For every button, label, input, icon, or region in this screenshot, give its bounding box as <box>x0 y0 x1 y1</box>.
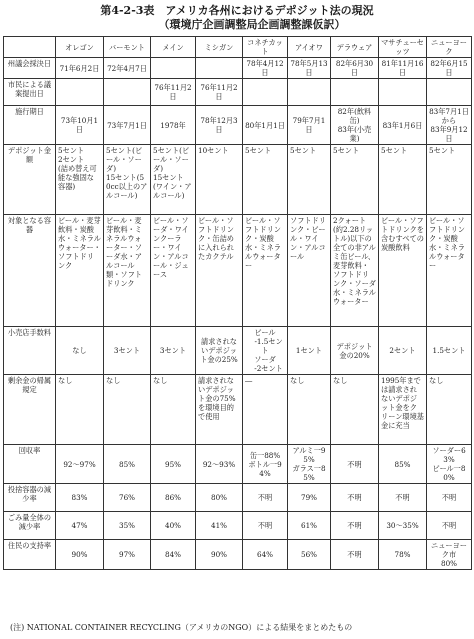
row-label: 投捨容器の減少率 <box>4 484 56 512</box>
table-row <box>4 145 472 215</box>
table-cell <box>56 79 104 106</box>
table-cell: 90% <box>56 540 104 570</box>
table-cell: 1.5セント <box>427 327 472 375</box>
table-cell: ソフトドリンク・ビール・ワイン・アルコール <box>288 215 331 327</box>
table-cell: 5セント 2セント (詰め替え可能な強固な容器) <box>56 145 104 215</box>
table-cell <box>104 79 151 106</box>
title-line-1: 第4-2-3表 アメリカ各州におけるデポジット法の現況 <box>100 4 374 17</box>
table-cell: 10セント <box>196 145 243 215</box>
table-row <box>4 540 472 570</box>
table-cell: 41% <box>196 512 243 540</box>
table-row <box>4 512 472 540</box>
table-cell: ビール・麦芽飲料・ミネラルウォーター・ソーダ水・アルコール類・ソフトドリンク <box>104 215 151 327</box>
table-cell: 2クォート(約2.28リットル)以下の全ての非アルミ缶ビール、麦芽飲料・ソフトドリンク・ソーダ水・ミネラルウォーター <box>331 215 379 327</box>
table-cell: 5セント <box>331 145 379 215</box>
state-header: バーモント <box>104 37 151 58</box>
table-cell: 85% <box>379 445 427 484</box>
table-cell: 95% <box>151 445 196 484</box>
row-label: デポジット金額 <box>4 145 56 215</box>
table-cell: 1978年 <box>151 106 196 145</box>
table-row <box>4 79 472 106</box>
state-header: コネチカット <box>243 37 288 58</box>
table-cell: なし <box>104 375 151 445</box>
table-row <box>4 106 472 145</box>
table-cell <box>427 79 472 106</box>
table-cell: 35% <box>104 512 151 540</box>
state-header: マサチューセッツ <box>379 37 427 58</box>
table-cell: ― <box>243 375 288 445</box>
table-cell: 40% <box>151 512 196 540</box>
table-cell: 85% <box>104 445 151 484</box>
table-cell: 78年12月3日 <box>196 106 243 145</box>
table-cell: なし <box>331 375 379 445</box>
table-cell: 76% <box>104 484 151 512</box>
table-cell: 73年7月1日 <box>104 106 151 145</box>
table-cell: ビール -1.5セント ソーダ -2セント <box>243 327 288 375</box>
table-cell: 83% <box>56 484 104 512</box>
row-label: ごみ量全体の減少率 <box>4 512 56 540</box>
table-cell: 不明 <box>331 484 379 512</box>
table-cell: 不明 <box>243 512 288 540</box>
table-cell: なし <box>56 375 104 445</box>
table-cell <box>151 58 196 79</box>
footnote: (注) NATIONAL CONTAINER RECYCLING（アメリカのNGO）による結果をまとめたもの <box>10 623 353 632</box>
table-title <box>0 4 474 32</box>
state-header: アイオワ <box>288 37 331 58</box>
table-cell: 97% <box>104 540 151 570</box>
deposit-law-table <box>3 36 472 570</box>
row-label: 住民の支持率 <box>4 540 56 570</box>
table-cell <box>288 79 331 106</box>
table-cell: 61% <box>288 512 331 540</box>
table-cell: なし <box>288 375 331 445</box>
table-cell: 3セント <box>104 327 151 375</box>
table-cell: 81年11月16日 <box>379 58 427 79</box>
table-cell: 47% <box>56 512 104 540</box>
table-cell: 5セント(ビール・ソーダ) 15セント(50cc以上のアルコール) <box>104 145 151 215</box>
table-cell: 請求されないデポジット金の75%を環境目的で使用 <box>196 375 243 445</box>
table-cell: 90% <box>196 540 243 570</box>
table-cell: ビール・ソフトドリンク・缶詰めに入れられたカクテル <box>196 215 243 327</box>
table-cell: 5セント <box>427 145 472 215</box>
table-cell: 78% <box>379 540 427 570</box>
state-header: ミシガン <box>196 37 243 58</box>
table-cell <box>331 79 379 106</box>
row-label: 州議会採決日 <box>4 58 56 79</box>
table-cell: 78年5月13日 <box>288 58 331 79</box>
table-cell: 5セント(ビール・ソーダ) 15セント(ワイン・アルコール) <box>151 145 196 215</box>
table-cell: 不明 <box>331 512 379 540</box>
table-cell: なし <box>56 327 104 375</box>
row-label: 市民による議案提出日 <box>4 79 56 106</box>
row-label: 対象となる容器 <box>4 215 56 327</box>
table-cell: 1セント <box>288 327 331 375</box>
state-header: オレゴン <box>56 37 104 58</box>
table-cell: 82年(飲料缶) 83年(小売業) <box>331 106 379 145</box>
table-cell: 5セント <box>243 145 288 215</box>
table-cell: 78年4月12日 <box>243 58 288 79</box>
state-header: メイン <box>151 37 196 58</box>
corner-cell <box>4 37 56 58</box>
table-cell <box>379 79 427 106</box>
table-cell: アルミ一95% ガラス一85% <box>288 445 331 484</box>
table-cell: 83年7月1日 から 83年9月12日 <box>427 106 472 145</box>
table-cell: 76年11月2日 <box>151 79 196 106</box>
table-cell: 請求されないデポジット金の25% <box>196 327 243 375</box>
table-cell: 86% <box>151 484 196 512</box>
table-cell: ニューヨーク市 80% <box>427 540 472 570</box>
row-label: 小売店手数料 <box>4 327 56 375</box>
table-cell: 82年6月15日 <box>427 58 472 79</box>
table-cell: ビール・ソフトドリンクを含むすべての炭酸飲料 <box>379 215 427 327</box>
table-row <box>4 484 472 512</box>
state-header: ニューヨーク <box>427 37 472 58</box>
header-row <box>4 37 472 58</box>
table-cell: 80% <box>196 484 243 512</box>
title-line-2: （環境庁企画調整局企画調整課仮訳） <box>158 18 346 31</box>
table-cell: 不明 <box>331 445 379 484</box>
table-row <box>4 215 472 327</box>
table-cell: 56% <box>288 540 331 570</box>
table-cell: ビール・ソフトドリンク・炭酸水・ミネラルウォーター <box>243 215 288 327</box>
table-cell: 不明 <box>379 484 427 512</box>
table-cell: 79% <box>288 484 331 512</box>
table-cell: 71年6月2日 <box>56 58 104 79</box>
state-header: デラウェア <box>331 37 379 58</box>
table-row <box>4 58 472 79</box>
table-row <box>4 445 472 484</box>
table-cell: 92～97% <box>56 445 104 484</box>
table-cell: ビール・ソフトドリンク・炭酸水・ミネラルウォーター <box>427 215 472 327</box>
table-cell: ソーダー63% ビール一80% <box>427 445 472 484</box>
table-cell: 82年6月30日 <box>331 58 379 79</box>
table-cell: 92～93% <box>196 445 243 484</box>
table-cell <box>243 79 288 106</box>
table-cell: 5セント <box>288 145 331 215</box>
table-cell: 84% <box>151 540 196 570</box>
table-cell: 80年1月1日 <box>243 106 288 145</box>
table-cell: 不明 <box>427 512 472 540</box>
table-cell: 不明 <box>427 484 472 512</box>
table-row <box>4 327 472 375</box>
row-label: 回収率 <box>4 445 56 484</box>
table-cell: 2セント <box>379 327 427 375</box>
table-cell: 64% <box>243 540 288 570</box>
table-row <box>4 375 472 445</box>
table-cell: ビール・麦芽飲料・炭酸水・ミネラルウォーター・ソフトドリンク <box>56 215 104 327</box>
table-cell: 79年7月1日 <box>288 106 331 145</box>
table-cell: なし <box>151 375 196 445</box>
table-cell: 3セント <box>151 327 196 375</box>
table-cell: 72年4月7日 <box>104 58 151 79</box>
table-cell: 83年1月6日 <box>379 106 427 145</box>
table-cell: 30～35% <box>379 512 427 540</box>
table-cell: 不明 <box>331 540 379 570</box>
table-cell: なし <box>427 375 472 445</box>
table-cell: 5セント <box>379 145 427 215</box>
table-cell <box>196 58 243 79</box>
table-cell: 缶一88% ボトル一94% <box>243 445 288 484</box>
table-cell: 不明 <box>243 484 288 512</box>
table-cell: 1995年までは請求されないデポジット金をクリーン環境基金に充当 <box>379 375 427 445</box>
table-cell: デポジット金の20% <box>331 327 379 375</box>
table-cell: ビール・ソーダ・ワインクーラー・ワイン・アルコール・ジュース <box>151 215 196 327</box>
table-cell: 76年11月2日 <box>196 79 243 106</box>
table-cell: 73年10月1日 <box>56 106 104 145</box>
row-label: 施行期日 <box>4 106 56 145</box>
row-label: 剰余金の帰属規定 <box>4 375 56 445</box>
